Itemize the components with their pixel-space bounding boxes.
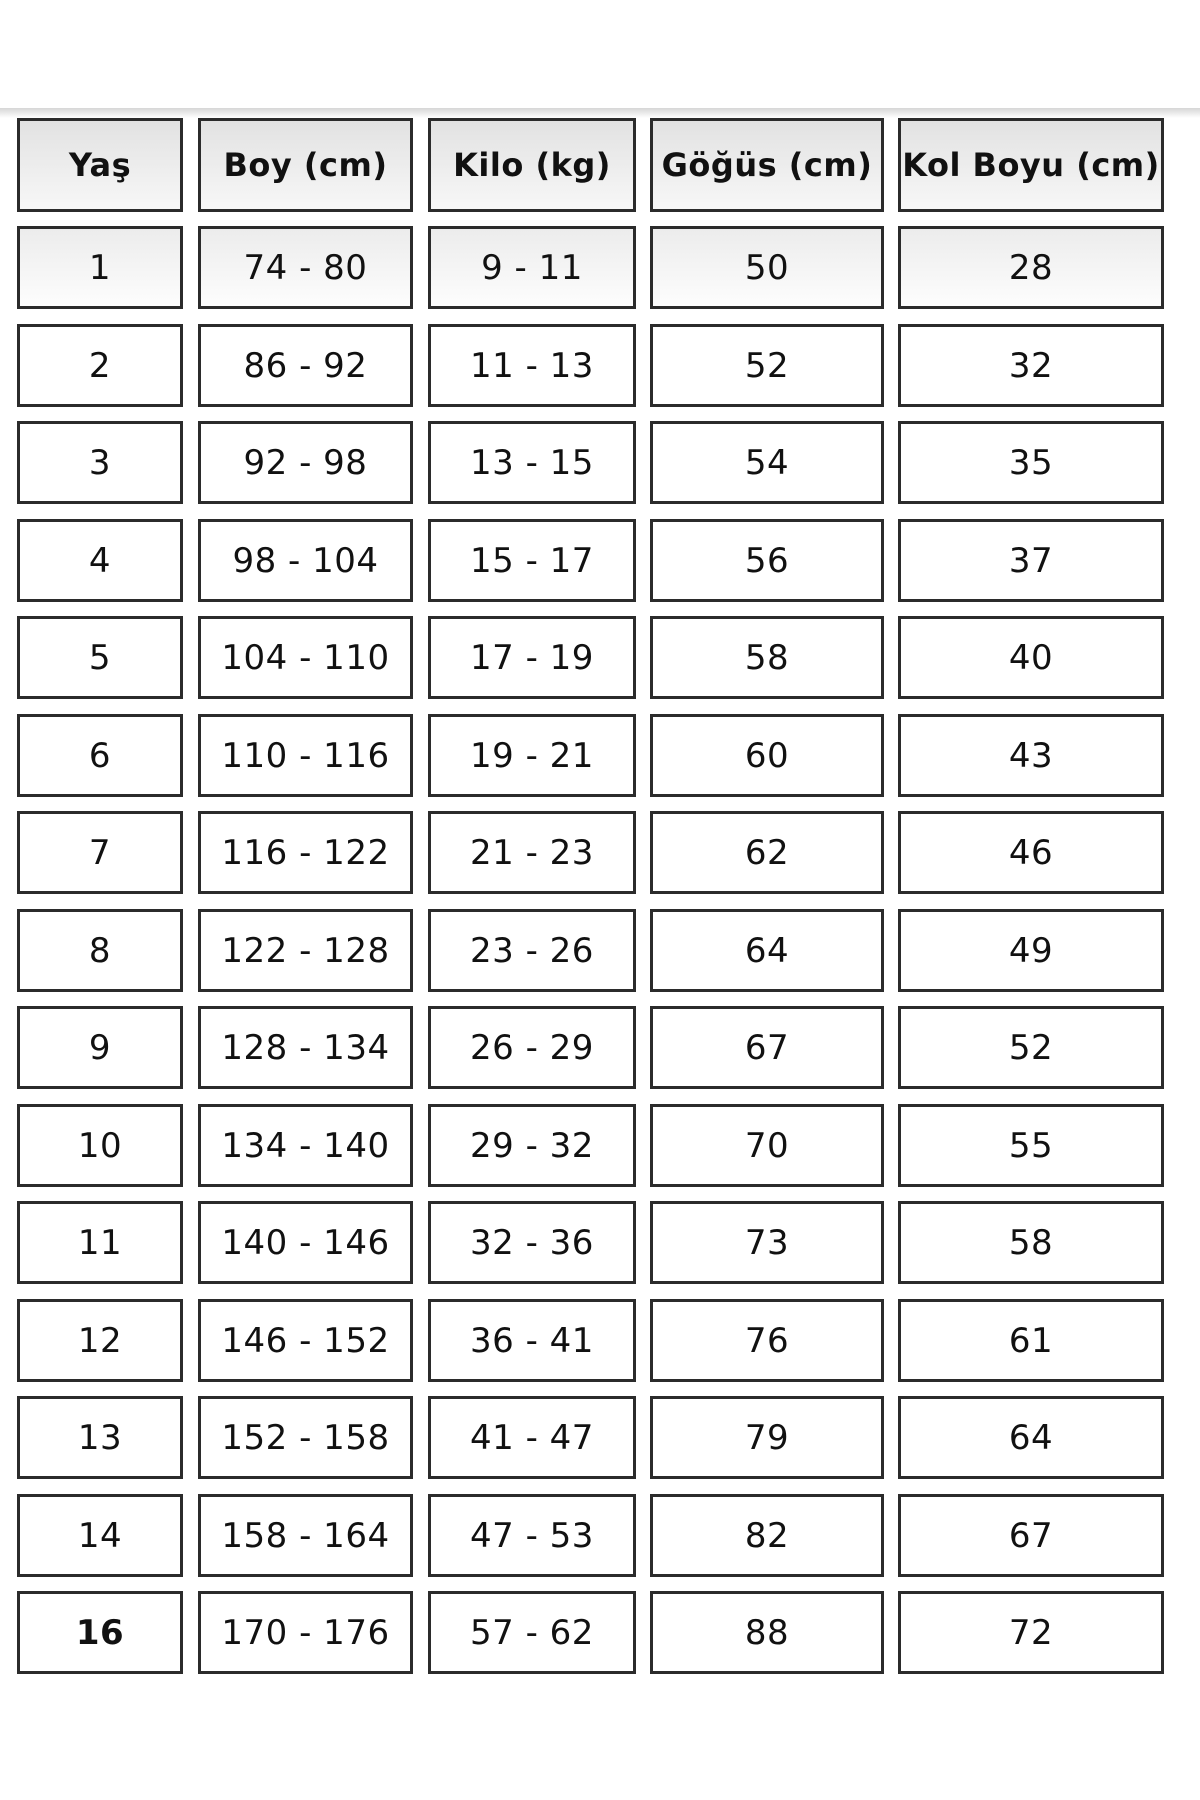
cell-age: 6 <box>17 714 183 797</box>
cell-sleeve-length: 35 <box>898 421 1164 504</box>
cell-sleeve-length: 52 <box>898 1006 1164 1089</box>
cell-height: 128 - 134 <box>198 1006 413 1089</box>
cell-height: 104 - 110 <box>198 616 413 699</box>
cell-chest: 82 <box>650 1494 884 1577</box>
cell-height: 134 - 140 <box>198 1104 413 1187</box>
cell-age: 9 <box>17 1006 183 1089</box>
header-age: Yaş <box>17 118 183 212</box>
cell-chest: 58 <box>650 616 884 699</box>
cell-weight: 47 - 53 <box>428 1494 636 1577</box>
cell-chest: 67 <box>650 1006 884 1089</box>
cell-age: 3 <box>17 421 183 504</box>
cell-weight: 57 - 62 <box>428 1591 636 1674</box>
cell-height: 74 - 80 <box>198 226 413 309</box>
cell-sleeve-length: 46 <box>898 811 1164 894</box>
cell-age: 14 <box>17 1494 183 1577</box>
cell-weight: 23 - 26 <box>428 909 636 992</box>
header-weight: Kilo (kg) <box>428 118 636 212</box>
cell-height: 92 - 98 <box>198 421 413 504</box>
cell-sleeve-length: 28 <box>898 226 1164 309</box>
cell-age: 5 <box>17 616 183 699</box>
cell-weight: 21 - 23 <box>428 811 636 894</box>
cell-weight: 9 - 11 <box>428 226 636 309</box>
cell-age: 2 <box>17 324 183 407</box>
header-chest: Göğüs (cm) <box>650 118 884 212</box>
cell-height: 146 - 152 <box>198 1299 413 1382</box>
cell-age: 1 <box>17 226 183 309</box>
cell-chest: 76 <box>650 1299 884 1382</box>
cell-chest: 60 <box>650 714 884 797</box>
cell-weight: 36 - 41 <box>428 1299 636 1382</box>
cell-weight: 15 - 17 <box>428 519 636 602</box>
cell-sleeve-length: 64 <box>898 1396 1164 1479</box>
cell-height: 116 - 122 <box>198 811 413 894</box>
cell-weight: 11 - 13 <box>428 324 636 407</box>
cell-age: 7 <box>17 811 183 894</box>
cell-age: 16 <box>17 1591 183 1674</box>
cell-sleeve-length: 49 <box>898 909 1164 992</box>
cell-sleeve-length: 61 <box>898 1299 1164 1382</box>
cell-age: 12 <box>17 1299 183 1382</box>
cell-chest: 52 <box>650 324 884 407</box>
cell-sleeve-length: 67 <box>898 1494 1164 1577</box>
cell-weight: 17 - 19 <box>428 616 636 699</box>
cell-sleeve-length: 58 <box>898 1201 1164 1284</box>
cell-height: 98 - 104 <box>198 519 413 602</box>
cell-weight: 13 - 15 <box>428 421 636 504</box>
cell-chest: 50 <box>650 226 884 309</box>
cell-weight: 41 - 47 <box>428 1396 636 1479</box>
cell-chest: 79 <box>650 1396 884 1479</box>
cell-sleeve-length: 43 <box>898 714 1164 797</box>
cell-weight: 19 - 21 <box>428 714 636 797</box>
cell-sleeve-length: 72 <box>898 1591 1164 1674</box>
cell-weight: 29 - 32 <box>428 1104 636 1187</box>
cell-sleeve-length: 32 <box>898 324 1164 407</box>
cell-age: 4 <box>17 519 183 602</box>
cell-chest: 64 <box>650 909 884 992</box>
cell-weight: 26 - 29 <box>428 1006 636 1089</box>
cell-height: 140 - 146 <box>198 1201 413 1284</box>
cell-age: 10 <box>17 1104 183 1187</box>
cell-chest: 73 <box>650 1201 884 1284</box>
cell-sleeve-length: 40 <box>898 616 1164 699</box>
cell-sleeve-length: 37 <box>898 519 1164 602</box>
header-height: Boy (cm) <box>198 118 413 212</box>
cell-chest: 54 <box>650 421 884 504</box>
cell-sleeve-length: 55 <box>898 1104 1164 1187</box>
cell-height: 122 - 128 <box>198 909 413 992</box>
cell-chest: 70 <box>650 1104 884 1187</box>
cell-age: 13 <box>17 1396 183 1479</box>
header-sleeve-length: Kol Boyu (cm) <box>898 118 1164 212</box>
cell-age: 11 <box>17 1201 183 1284</box>
cell-height: 170 - 176 <box>198 1591 413 1674</box>
cell-chest: 62 <box>650 811 884 894</box>
cell-height: 86 - 92 <box>198 324 413 407</box>
cell-height: 158 - 164 <box>198 1494 413 1577</box>
cell-height: 152 - 158 <box>198 1396 413 1479</box>
cell-height: 110 - 116 <box>198 714 413 797</box>
cell-chest: 56 <box>650 519 884 602</box>
cell-age: 8 <box>17 909 183 992</box>
cell-chest: 88 <box>650 1591 884 1674</box>
cell-weight: 32 - 36 <box>428 1201 636 1284</box>
